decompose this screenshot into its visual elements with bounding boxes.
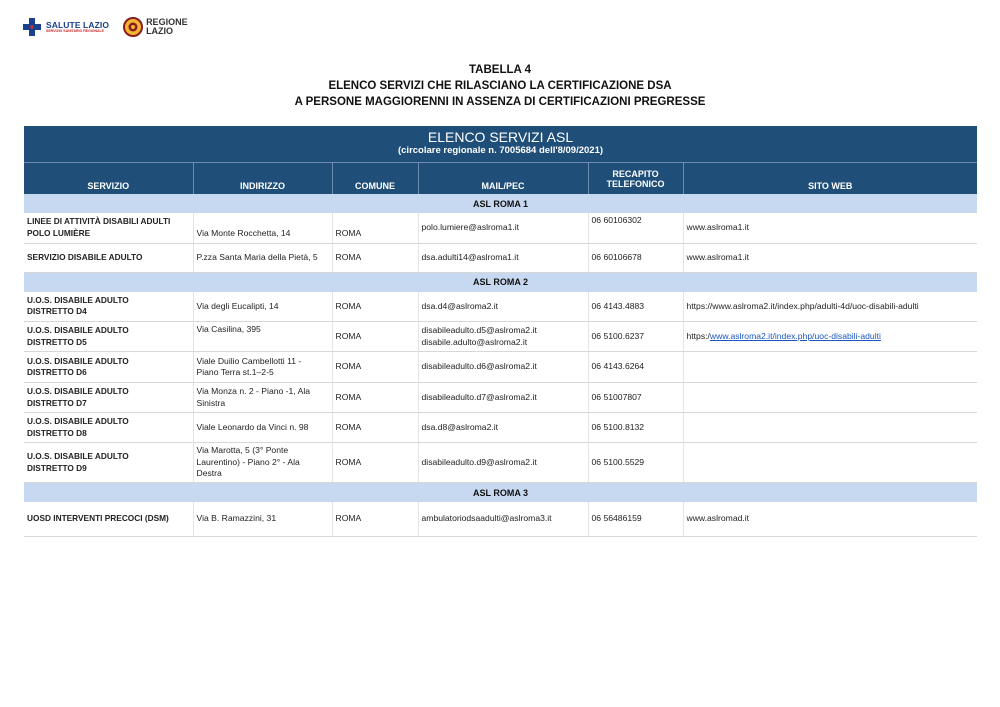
indirizzo-line1: Via Monza n. 2 - Piano -1, Ala <box>196 386 311 396</box>
cell-tel: 06 60106302 <box>588 213 683 243</box>
header-subtitle: (circolare regionale n. 7005684 dell'8/09/2021) <box>397 145 604 156</box>
col-header-recapito-2: TELEFONICO <box>606 178 665 189</box>
cell-mail: ambulatoriodsaadulti@aslroma3.it <box>418 502 588 536</box>
cell-servizio <box>24 322 193 352</box>
table-row <box>24 243 977 272</box>
col-header-mail: MAIL/PEC <box>418 163 588 195</box>
cell-comune: ROMA <box>332 352 418 383</box>
cell-sito <box>683 443 977 483</box>
servizio-line2: DISTRETTO D4 <box>27 306 87 317</box>
cell-servizio: UOSD INTERVENTI PRECOCI (DSM) <box>24 502 193 536</box>
cell-indirizzo <box>193 443 332 483</box>
cell-indirizzo <box>193 383 332 413</box>
cell-comune: ROMA <box>332 213 418 243</box>
salute-lazio-logo <box>22 17 109 37</box>
title-line3: A PERSONE MAGGIORENNI IN ASSENZA DI CERTIFICAZIONI PREGRESSE <box>294 96 706 108</box>
cell-indirizzo: Via B. Ramazzini, 31 <box>193 502 332 536</box>
cell-indirizzo: Via Casilina, 395 <box>193 322 332 352</box>
table-row <box>24 213 977 243</box>
group-row-asl-roma-1 <box>24 194 977 213</box>
servizio-line1: U.O.S. DISABILE ADULTO <box>27 416 129 426</box>
table-row <box>24 383 977 413</box>
indirizzo-line1: Viale Duilio Cambellotti 11 - <box>196 355 302 366</box>
cell-servizio <box>24 383 193 413</box>
indirizzo-line2: Sinistra <box>196 397 226 408</box>
group-label: ASL ROMA 2 <box>24 272 977 292</box>
cell-comune: ROMA <box>332 243 418 272</box>
cell-tel: 06 5100.6237 <box>588 322 683 352</box>
servizio-line1: U.O.S. DISABILE ADULTO <box>27 355 129 366</box>
cell-servizio <box>24 292 193 322</box>
cell-mail: polo.lumiere@aslroma1.it <box>418 213 588 243</box>
salute-lazio-subtext: SERVIZIO SANITARIO REGIONALE <box>46 29 105 33</box>
cell-comune: ROMA <box>332 413 418 443</box>
cell-indirizzo: Via Monte Rocchetta, 14 <box>193 213 332 243</box>
cell-mail: disabileadulto.d7@aslroma2.it <box>418 383 588 413</box>
table-header-title <box>24 126 977 163</box>
cell-sito[interactable]: www.aslroma1.it <box>683 243 977 272</box>
document-title <box>0 62 1000 110</box>
col-header-indirizzo: INDIRIZZO <box>193 163 332 195</box>
servizio-line1: U.O.S. DISABILE ADULTO <box>27 386 129 396</box>
servizio-line1: U.O.S. DISABILE ADULTO <box>27 451 129 461</box>
cell-indirizzo: Viale Leonardo da Vinci n. 98 <box>193 413 332 443</box>
cell-comune: ROMA <box>332 292 418 322</box>
servizio-line2: DISTRETTO D8 <box>27 427 87 438</box>
cell-sito <box>683 383 977 413</box>
regione-lazio-logo <box>123 17 188 37</box>
cell-mail: dsa.d8@aslroma2.it <box>418 413 588 443</box>
cell-comune: ROMA <box>332 443 418 483</box>
cell-sito[interactable]: https://www.aslroma2.it/index.php/adulti-4d/uoc-disabili-adulti <box>683 292 977 322</box>
cell-sito <box>683 322 977 352</box>
cell-tel: 06 51007807 <box>588 383 683 413</box>
title-line2: ELENCO SERVIZI CHE RILASCIANO LA CERTIFICAZIONE DSA <box>328 80 672 92</box>
regione-line2: LAZIO <box>146 26 174 36</box>
cell-tel: 06 60106678 <box>588 243 683 272</box>
cell-comune: ROMA <box>332 383 418 413</box>
col-header-servizio: SERVIZIO <box>24 163 193 195</box>
cell-mail: dsa.d4@aslroma2.it <box>418 292 588 322</box>
header-logos <box>22 14 188 40</box>
indirizzo-line1: Via Marotta, 5 (3° Ponte <box>196 445 289 456</box>
sito-prefix: https:/ <box>686 330 710 341</box>
table-row <box>24 443 977 483</box>
red-cross-icon <box>22 17 42 37</box>
servizio-line2: DISTRETTO D6 <box>27 367 87 377</box>
servizio-line2: POLO LUMIÈRE <box>27 227 91 238</box>
servizio-line1: LINEE DI ATTIVITÀ DISABILI ADULTI <box>27 216 171 227</box>
cell-comune: ROMA <box>332 322 418 352</box>
cell-sito[interactable]: www.aslromad.it <box>683 502 977 536</box>
cell-tel: 06 56486159 <box>588 502 683 536</box>
services-table <box>24 126 977 537</box>
indirizzo-line3: Destra <box>196 468 222 479</box>
cell-servizio: SERVIZIO DISABILE ADULTO <box>24 243 193 272</box>
cell-tel: 06 4143.6264 <box>588 352 683 383</box>
cell-tel: 06 5100.8132 <box>588 413 683 443</box>
table-row <box>24 322 977 352</box>
table-header-title-row <box>24 126 977 163</box>
cell-indirizzo <box>193 352 332 383</box>
cell-servizio <box>24 443 193 483</box>
col-header-sito: SITO WEB <box>683 163 977 195</box>
servizio-line1: U.O.S. DISABILE ADULTO <box>27 325 129 335</box>
title-line1: TABELLA 4 <box>469 64 531 76</box>
indirizzo-line2: Laurentino) - Piano 2° - Ala <box>196 456 300 467</box>
cell-servizio <box>24 213 193 243</box>
table-column-headers <box>24 163 977 195</box>
cell-indirizzo: P.zza Santa Maria della Pietà, 5 <box>193 243 332 272</box>
regione-line1: REGIONE <box>146 17 188 28</box>
cell-tel: 06 4143.4883 <box>588 292 683 322</box>
indirizzo-line2: Piano Terra st.1–2-5 <box>196 367 274 377</box>
cell-tel: 06 5100.5529 <box>588 443 683 483</box>
col-header-recapito-1: RECAPITO <box>612 168 659 179</box>
cell-servizio <box>24 413 193 443</box>
cell-sito <box>683 352 977 383</box>
salute-lazio-text: SALUTE LAZIO <box>46 19 110 30</box>
servizio-line2: DISTRETTO D5 <box>27 336 87 347</box>
servizio-line2: DISTRETTO D9 <box>27 462 87 473</box>
table-row <box>24 502 977 536</box>
table-row <box>24 352 977 383</box>
table-row <box>24 413 977 443</box>
header-title: ELENCO SERVIZI ASL <box>427 129 574 145</box>
cell-comune: ROMA <box>332 502 418 536</box>
group-row-asl-roma-2 <box>24 272 977 292</box>
mail-line2: disabile.adulto@aslroma2.it <box>421 336 528 347</box>
servizio-line1: U.O.S. DISABILE ADULTO <box>27 294 129 305</box>
col-header-recapito <box>588 163 683 195</box>
mail-line1: disabileadulto.d5@aslroma2.it <box>421 325 537 335</box>
cell-indirizzo: Via degli Eucalipti, 14 <box>193 292 332 322</box>
cell-mail: disabileadulto.d6@aslroma2.it <box>418 352 588 383</box>
cell-servizio <box>24 352 193 383</box>
regione-emblem-icon <box>123 17 143 37</box>
cell-sito[interactable]: www.aslroma1.it <box>683 213 977 243</box>
cell-sito <box>683 413 977 443</box>
sito-link[interactable]: www.aslroma2.it/index.php/uoc-disabili-adulti <box>709 330 881 341</box>
table-row <box>24 292 977 322</box>
cell-mail: dsa.adulti14@aslroma1.it <box>418 243 588 272</box>
servizio-line2: DISTRETTO D7 <box>27 397 87 408</box>
group-label: ASL ROMA 3 <box>24 483 977 503</box>
cell-mail <box>418 322 588 352</box>
col-header-comune: COMUNE <box>332 163 418 195</box>
group-row-asl-roma-3 <box>24 483 977 503</box>
cell-mail: disabileadulto.d9@aslroma2.it <box>418 443 588 483</box>
group-label: ASL ROMA 1 <box>24 194 977 213</box>
